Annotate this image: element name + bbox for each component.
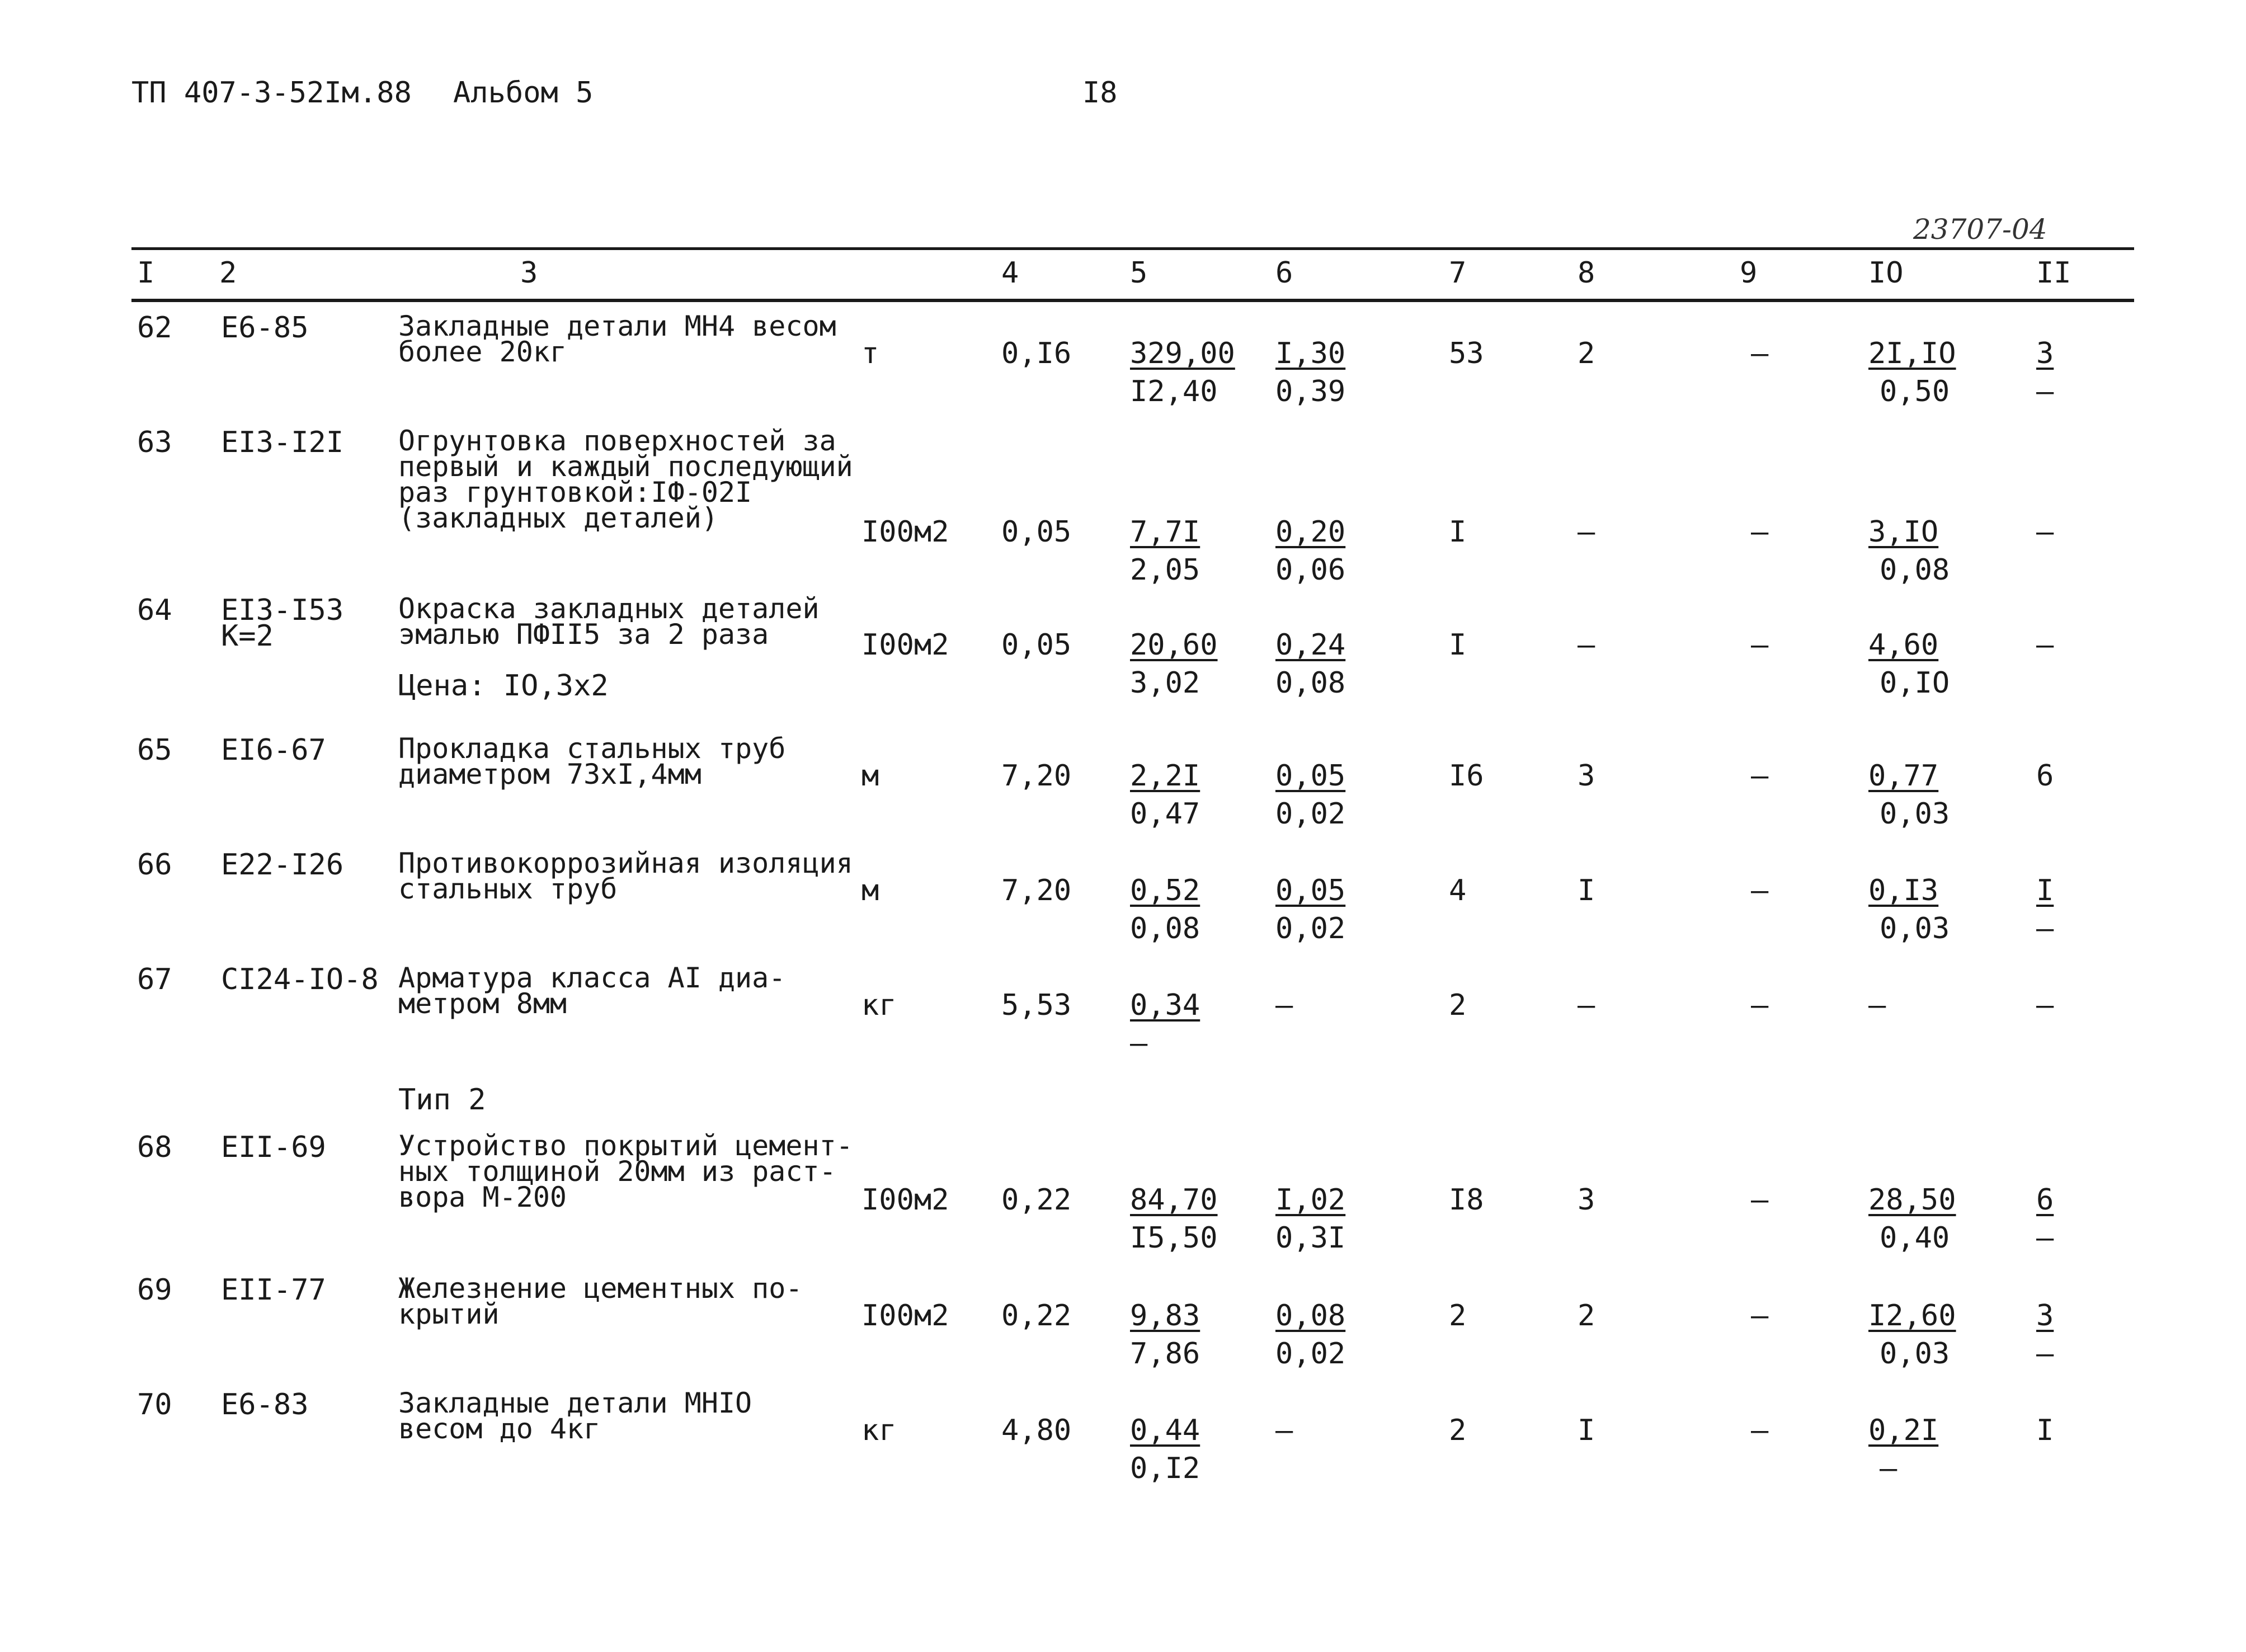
work-description-line: Закладные детали МН4 весом bbox=[398, 310, 836, 342]
col5-value: 7,7I bbox=[1130, 515, 1200, 549]
col11-value: 3 bbox=[2036, 1299, 2054, 1333]
rate-code: ЕI6-67 bbox=[221, 733, 326, 767]
col5-value: 84,70 bbox=[1130, 1183, 1218, 1217]
col10-value: 4,60 bbox=[1868, 628, 1939, 662]
col8-value: 2 bbox=[1578, 337, 1595, 370]
col5-sub-value: 0,47 bbox=[1130, 797, 1200, 831]
work-description-line: Прокладка стальных труб bbox=[398, 732, 786, 765]
col10-sub-value: 0,IO bbox=[1880, 666, 1950, 700]
col8-value: I bbox=[1578, 1414, 1595, 1447]
col7-value: 53 bbox=[1449, 337, 1484, 370]
work-description-line: весом до 4кг bbox=[398, 1413, 601, 1445]
rate-code: ЕI3-I53 bbox=[221, 594, 344, 627]
col7-value: 4 bbox=[1449, 874, 1467, 907]
col10-value: 0,I3 bbox=[1868, 874, 1939, 907]
handwritten-code: 23707-04 bbox=[1913, 213, 2047, 246]
col11-value: I bbox=[2036, 1414, 2054, 1447]
rate-code: Е6-83 bbox=[221, 1388, 309, 1422]
col6-value: 0,08 bbox=[1275, 1299, 1346, 1333]
col6-value: 0,05 bbox=[1275, 759, 1346, 793]
col11-sub-value: – bbox=[2036, 375, 2054, 408]
row-number: 63 bbox=[137, 426, 172, 459]
col11-value: – bbox=[2036, 989, 2054, 1022]
col11-value: 6 bbox=[2036, 1183, 2054, 1217]
col10-value: I2,60 bbox=[1868, 1299, 1956, 1333]
col9-value: – bbox=[1751, 1414, 1769, 1447]
col10-sub-value: 0,40 bbox=[1880, 1221, 1950, 1255]
quantity-cell: 4,80 bbox=[1001, 1414, 1072, 1447]
col10-value: 0,2I bbox=[1868, 1414, 1939, 1447]
col9-value: – bbox=[1751, 1299, 1769, 1333]
unit-cell: кг bbox=[861, 989, 897, 1022]
col10-value: – bbox=[1868, 989, 1886, 1022]
unit-cell: т bbox=[861, 337, 879, 370]
col5-sub-value: 0,I2 bbox=[1130, 1452, 1200, 1485]
col6-sub-value: 0,06 bbox=[1275, 553, 1346, 587]
col9-value: – bbox=[1751, 337, 1769, 370]
col5-value: 329,00 bbox=[1130, 337, 1235, 370]
column-header-6: 6 bbox=[1275, 256, 1293, 290]
col8-value: – bbox=[1578, 989, 1595, 1022]
col10-sub-value: 0,50 bbox=[1880, 375, 1950, 408]
col8-value: – bbox=[1578, 628, 1595, 662]
rate-code: СI24-IO-8 bbox=[221, 963, 379, 996]
work-description-line: Окраска закладных деталей bbox=[398, 592, 820, 625]
column-header-5: 5 bbox=[1130, 256, 1148, 290]
rate-coefficient: К=2 bbox=[221, 619, 274, 653]
work-description-line: метром 8мм bbox=[398, 987, 567, 1020]
col11-sub-value: – bbox=[2036, 1221, 2054, 1255]
col5-sub-value: – bbox=[1130, 1027, 1148, 1060]
price-note: Цена: IO,3х2 bbox=[398, 669, 609, 703]
quantity-cell: 5,53 bbox=[1001, 989, 1072, 1022]
col6-sub-value: 0,02 bbox=[1275, 912, 1346, 945]
work-description-line: Устройство покрытий цемент- bbox=[398, 1129, 853, 1162]
column-header-2: 2 bbox=[219, 256, 237, 290]
document-code: ТП 407-3-52Iм.88 bbox=[131, 76, 412, 110]
col5-value: 0,44 bbox=[1130, 1414, 1200, 1447]
col7-value: 2 bbox=[1449, 1299, 1467, 1333]
column-header-7: 7 bbox=[1449, 256, 1467, 290]
col10-value: 28,50 bbox=[1868, 1183, 1956, 1217]
col6-sub-value: 0,3I bbox=[1275, 1221, 1346, 1255]
rate-code: Е22-I26 bbox=[221, 848, 344, 882]
row-number: 67 bbox=[137, 963, 172, 996]
quantity-cell: 7,20 bbox=[1001, 759, 1072, 793]
quantity-cell: 7,20 bbox=[1001, 874, 1072, 907]
col8-value: 2 bbox=[1578, 1299, 1595, 1333]
unit-cell: I00м2 bbox=[861, 1183, 949, 1217]
work-description-line: ных толщиной 20мм из раст- bbox=[398, 1155, 836, 1188]
col7-value: 2 bbox=[1449, 1414, 1467, 1447]
column-header-11: II bbox=[2036, 256, 2071, 290]
column-header-1: I bbox=[137, 256, 155, 290]
col5-sub-value: I5,50 bbox=[1130, 1221, 1218, 1255]
col7-value: I bbox=[1449, 515, 1467, 549]
col9-value: – bbox=[1751, 515, 1769, 549]
work-description-line: более 20кг bbox=[398, 336, 567, 368]
col5-sub-value: 3,02 bbox=[1130, 666, 1200, 700]
col10-sub-value: – bbox=[1880, 1452, 1897, 1485]
col6-value: – bbox=[1275, 989, 1293, 1022]
col6-value: I,02 bbox=[1275, 1183, 1346, 1217]
work-description-line: Железнение цементных по- bbox=[398, 1272, 803, 1305]
row-number: 69 bbox=[137, 1273, 172, 1307]
work-description-line: Арматура класса АI диа- bbox=[398, 962, 786, 994]
row-number: 70 bbox=[137, 1388, 172, 1422]
work-description-line: диаметром 73хI,4мм bbox=[398, 758, 701, 790]
quantity-cell: 0,22 bbox=[1001, 1183, 1072, 1217]
page-number: I8 bbox=[1082, 76, 1118, 110]
col11-sub-value: – bbox=[2036, 1337, 2054, 1371]
col5-value: 2,2I bbox=[1130, 759, 1200, 793]
col5-sub-value: 2,05 bbox=[1130, 553, 1200, 587]
row-number: 64 bbox=[137, 594, 172, 627]
col6-sub-value: 0,08 bbox=[1275, 666, 1346, 700]
column-header-3: 3 bbox=[520, 256, 538, 290]
col5-value: 0,34 bbox=[1130, 989, 1200, 1022]
work-description-line: первый и каждый последующий bbox=[398, 450, 853, 483]
row-number: 68 bbox=[137, 1131, 172, 1164]
unit-cell: кг bbox=[861, 1414, 897, 1447]
col10-sub-value: 0,03 bbox=[1880, 797, 1950, 831]
column-header-8: 8 bbox=[1578, 256, 1595, 290]
col5-sub-value: 0,08 bbox=[1130, 912, 1200, 945]
col5-value: 0,52 bbox=[1130, 874, 1200, 907]
col11-sub-value: – bbox=[2036, 912, 2054, 945]
col7-value: I8 bbox=[1449, 1183, 1484, 1217]
rate-code: Е6-85 bbox=[221, 311, 309, 345]
col9-value: – bbox=[1751, 1183, 1769, 1217]
unit-cell: I00м2 bbox=[861, 515, 949, 549]
unit-cell: I00м2 bbox=[861, 1299, 949, 1333]
col10-value: 0,77 bbox=[1868, 759, 1939, 793]
quantity-cell: 0,05 bbox=[1001, 515, 1072, 549]
work-description-line: Закладные детали МНIO bbox=[398, 1387, 752, 1419]
col6-value: 0,24 bbox=[1275, 628, 1346, 662]
work-description-line: крытий bbox=[398, 1298, 500, 1330]
album-label: Альбом 5 bbox=[453, 76, 594, 110]
col5-value: 20,60 bbox=[1130, 628, 1218, 662]
column-header-10: IO bbox=[1868, 256, 1904, 290]
unit-cell: I00м2 bbox=[861, 628, 949, 662]
work-description-line: (закладных деталей) bbox=[398, 502, 718, 534]
work-description-line: эмалью ПФII5 за 2 раза bbox=[398, 618, 769, 651]
work-description-line: Противокоррозийная изоляция bbox=[398, 847, 853, 879]
col5-sub-value: I2,40 bbox=[1130, 375, 1218, 408]
col7-value: I bbox=[1449, 628, 1467, 662]
col8-value: 3 bbox=[1578, 759, 1595, 793]
rate-code: ЕII-77 bbox=[221, 1273, 326, 1307]
col8-value: I bbox=[1578, 874, 1595, 907]
col5-value: 9,83 bbox=[1130, 1299, 1200, 1333]
col10-sub-value: 0,03 bbox=[1880, 912, 1950, 945]
quantity-cell: 0,05 bbox=[1001, 628, 1072, 662]
col6-value: – bbox=[1275, 1414, 1293, 1447]
quantity-cell: 0,I6 bbox=[1001, 337, 1072, 370]
col11-value: – bbox=[2036, 515, 2054, 549]
col10-sub-value: 0,03 bbox=[1880, 1337, 1950, 1371]
table-header-rule bbox=[131, 299, 2134, 302]
section-title: Тип 2 bbox=[398, 1083, 486, 1117]
col7-value: I6 bbox=[1449, 759, 1484, 793]
col7-value: 2 bbox=[1449, 989, 1467, 1022]
row-number: 65 bbox=[137, 733, 172, 767]
col9-value: – bbox=[1751, 874, 1769, 907]
column-header-4: 4 bbox=[1001, 256, 1019, 290]
column-header-9: 9 bbox=[1740, 256, 1758, 290]
col11-value: – bbox=[2036, 628, 2054, 662]
rate-code: ЕI3-I2I bbox=[221, 426, 344, 459]
col9-value: – bbox=[1751, 989, 1769, 1022]
quantity-cell: 0,22 bbox=[1001, 1299, 1072, 1333]
col9-value: – bbox=[1751, 759, 1769, 793]
rate-code: ЕII-69 bbox=[221, 1131, 326, 1164]
col6-sub-value: 0,02 bbox=[1275, 1337, 1346, 1371]
col11-value: 3 bbox=[2036, 337, 2054, 370]
col9-value: – bbox=[1751, 628, 1769, 662]
work-description-line: раз грунтовкой:IФ-02I bbox=[398, 476, 752, 509]
col10-value: 3,IO bbox=[1868, 515, 1939, 549]
col11-value: I bbox=[2036, 874, 2054, 907]
unit-cell: м bbox=[861, 759, 879, 793]
col6-value: 0,20 bbox=[1275, 515, 1346, 549]
col10-value: 2I,IO bbox=[1868, 337, 1956, 370]
col6-value: I,30 bbox=[1275, 337, 1346, 370]
col10-sub-value: 0,08 bbox=[1880, 553, 1950, 587]
col8-value: – bbox=[1578, 515, 1595, 549]
col6-sub-value: 0,02 bbox=[1275, 797, 1346, 831]
table-top-rule bbox=[131, 247, 2134, 250]
col6-value: 0,05 bbox=[1275, 874, 1346, 907]
row-number: 66 bbox=[137, 848, 172, 882]
col8-value: 3 bbox=[1578, 1183, 1595, 1217]
work-description-line: стальных труб bbox=[398, 873, 618, 905]
col11-value: 6 bbox=[2036, 759, 2054, 793]
work-description-line: вора М-200 bbox=[398, 1181, 567, 1213]
row-number: 62 bbox=[137, 311, 172, 345]
unit-cell: м bbox=[861, 874, 879, 907]
work-description-line: Огрунтовка поверхностей за bbox=[398, 425, 836, 457]
col5-sub-value: 7,86 bbox=[1130, 1337, 1200, 1371]
col6-sub-value: 0,39 bbox=[1275, 375, 1346, 408]
